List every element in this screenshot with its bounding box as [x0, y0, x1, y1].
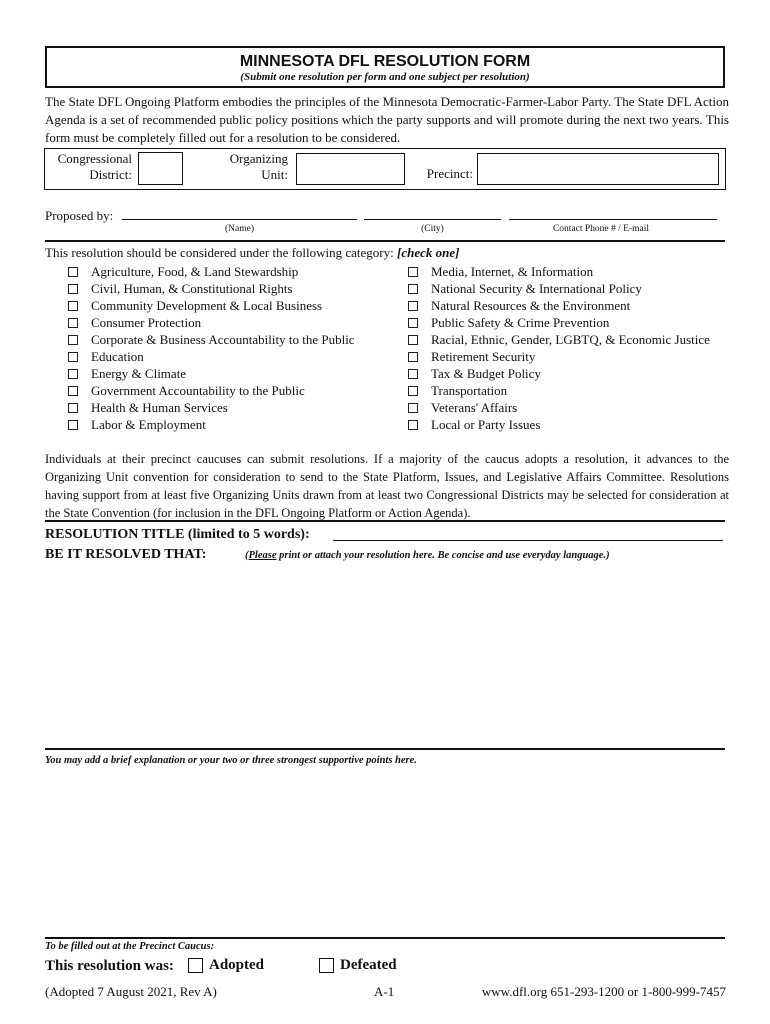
adopted-option[interactable] [188, 957, 264, 974]
category-option[interactable] [408, 348, 710, 365]
category-option[interactable] [68, 399, 355, 416]
category-option[interactable] [68, 348, 355, 365]
category-label: Education [91, 349, 144, 364]
adopted-label: Adopted [209, 957, 265, 973]
category-option[interactable] [68, 280, 355, 297]
category-checkbox[interactable] [68, 267, 78, 277]
category-checkbox[interactable] [408, 335, 418, 345]
contact-caption: Contact Phone # / E-mail [552, 224, 650, 234]
divider [45, 240, 725, 242]
resolution-title-label: RESOLUTION TITLE (limited to 5 words): [45, 527, 310, 542]
category-option[interactable] [408, 331, 710, 348]
resolution-text-area[interactable] [45, 568, 725, 744]
form-title-box [45, 46, 725, 88]
category-list-left [68, 263, 355, 433]
divider [45, 937, 725, 939]
explanation-note: You may add a brief explanation or your two or three strongest supportive points here. [45, 755, 417, 766]
revision-note: (Adopted 7 August 2021, Rev A) [45, 984, 217, 999]
page-number: A-1 [374, 984, 395, 999]
category-label: Veterans' Affairs [431, 400, 518, 415]
category-option[interactable] [68, 314, 355, 331]
divider [45, 748, 725, 750]
resolution-was-label: This resolution was: [45, 958, 174, 974]
adopted-checkbox[interactable] [188, 958, 203, 973]
category-label: Health & Human Services [91, 400, 228, 415]
category-checkbox[interactable] [68, 284, 78, 294]
category-option[interactable] [408, 263, 710, 280]
category-checkbox[interactable] [408, 267, 418, 277]
proposer-city-line[interactable] [364, 219, 501, 220]
city-caption: (City) [421, 224, 444, 234]
category-checkbox[interactable] [68, 386, 78, 396]
category-label: Media, Internet, & Information [431, 264, 594, 279]
name-caption: (Name) [224, 224, 254, 234]
precinct-label: Precinct: [426, 166, 473, 181]
intro-paragraph: The State DFL Ongoing Platform embodies the principles of the Minnesota Democratic-Farmer-Labor Party. The State DFL Action Agenda is a set of recommended public policy positions which the party supports and will promote during the next two years. This form must be completely filled out for a resolution to be considered. [45, 94, 730, 145]
category-label: National Security & International Policy [431, 281, 642, 296]
organizing-unit-label: Organizing Unit: [229, 151, 288, 182]
category-option[interactable] [68, 416, 355, 433]
category-checkbox[interactable] [68, 420, 78, 430]
category-label: Agriculture, Food, & Land Stewardship [91, 264, 299, 279]
category-checkbox[interactable] [408, 301, 418, 311]
category-label: Community Development & Local Business [91, 298, 323, 313]
category-checkbox[interactable] [408, 352, 418, 362]
resolution-instructions: (Please print or attach your resolution here. Be concise and use everyday language.) [245, 550, 610, 561]
process-paragraph: Individuals at their precinct caucuses can submit resolutions. If a majority of the caucus adopts a resolution, it advances to the Organizing Unit convention for consideration to send to the State Platform, Issues, and Legislative Affairs Committee. Resolutions having support from at least five Organizing Units drawn from at least two Congressional Districts may be selected for consideration at the State Convention (for inclusion in the DFL Ongoing Platform or Action Agenda). [45, 452, 729, 520]
category-option[interactable] [68, 331, 355, 348]
category-label: Consumer Protection [91, 315, 202, 330]
be-it-resolved-label: BE IT RESOLVED THAT: [45, 547, 207, 562]
form-title: MINNESOTA DFL RESOLUTION FORM [239, 53, 531, 70]
category-option[interactable] [408, 365, 710, 382]
category-checkbox[interactable] [68, 335, 78, 345]
category-label: Transportation [431, 383, 508, 398]
category-option[interactable] [68, 297, 355, 314]
congressional-district-field[interactable] [138, 152, 183, 185]
category-option[interactable] [68, 365, 355, 382]
category-option[interactable] [408, 382, 710, 399]
category-label: Local or Party Issues [431, 417, 541, 432]
category-checkbox[interactable] [408, 420, 418, 430]
category-label: Racial, Ethnic, Gender, LGBTQ, & Economic Justice [431, 332, 710, 347]
category-label: Retirement Security [431, 349, 536, 364]
category-label: Civil, Human, & Constitutional Rights [91, 281, 293, 296]
defeated-option[interactable] [319, 957, 397, 974]
proposed-by-label: Proposed by: [45, 208, 114, 223]
category-label: Corporate & Business Accountability to the Public [91, 332, 355, 347]
defeated-checkbox[interactable] [319, 958, 334, 973]
resolution-title-field[interactable] [333, 540, 723, 541]
proposer-name-line[interactable] [122, 219, 357, 220]
proposer-contact-line[interactable] [509, 219, 717, 220]
divider [45, 520, 725, 522]
explanation-text-area[interactable] [45, 775, 725, 933]
category-checkbox[interactable] [408, 386, 418, 396]
category-list-right [408, 263, 710, 433]
category-label: Energy & Climate [91, 366, 187, 381]
category-option[interactable] [408, 416, 710, 433]
category-label: Labor & Employment [91, 417, 206, 432]
category-checkbox[interactable] [408, 403, 418, 413]
footer-contact: www.dfl.org 651-293-1200 or 1-800-999-7457 [481, 984, 726, 999]
category-checkbox[interactable] [408, 318, 418, 328]
category-checkbox[interactable] [68, 369, 78, 379]
congressional-district-label: Congressional District: [57, 151, 132, 182]
category-option[interactable] [408, 399, 710, 416]
category-checkbox[interactable] [68, 301, 78, 311]
category-option[interactable] [68, 263, 355, 280]
category-label: Natural Resources & the Environment [431, 298, 631, 313]
category-checkbox[interactable] [68, 403, 78, 413]
category-label: Tax & Budget Policy [431, 366, 541, 381]
category-label: Government Accountability to the Public [91, 383, 305, 398]
category-checkbox[interactable] [68, 352, 78, 362]
precinct-field[interactable] [477, 153, 719, 185]
category-option[interactable] [408, 280, 710, 297]
category-option[interactable] [68, 382, 355, 399]
caucus-note: To be filled out at the Precinct Caucus: [45, 941, 215, 952]
organizing-unit-field[interactable] [296, 153, 405, 185]
category-checkbox[interactable] [68, 318, 78, 328]
category-checkbox[interactable] [408, 284, 418, 294]
category-option[interactable] [408, 314, 710, 331]
form-subtitle: (Submit one resolution per form and one subject per resolution) [240, 71, 530, 83]
category-label: Public Safety & Crime Prevention [431, 315, 610, 330]
category-checkbox[interactable] [408, 369, 418, 379]
category-option[interactable] [408, 297, 710, 314]
defeated-label: Defeated [340, 957, 397, 973]
category-heading: This resolution should be considered under the following category: [check one] [45, 245, 460, 260]
